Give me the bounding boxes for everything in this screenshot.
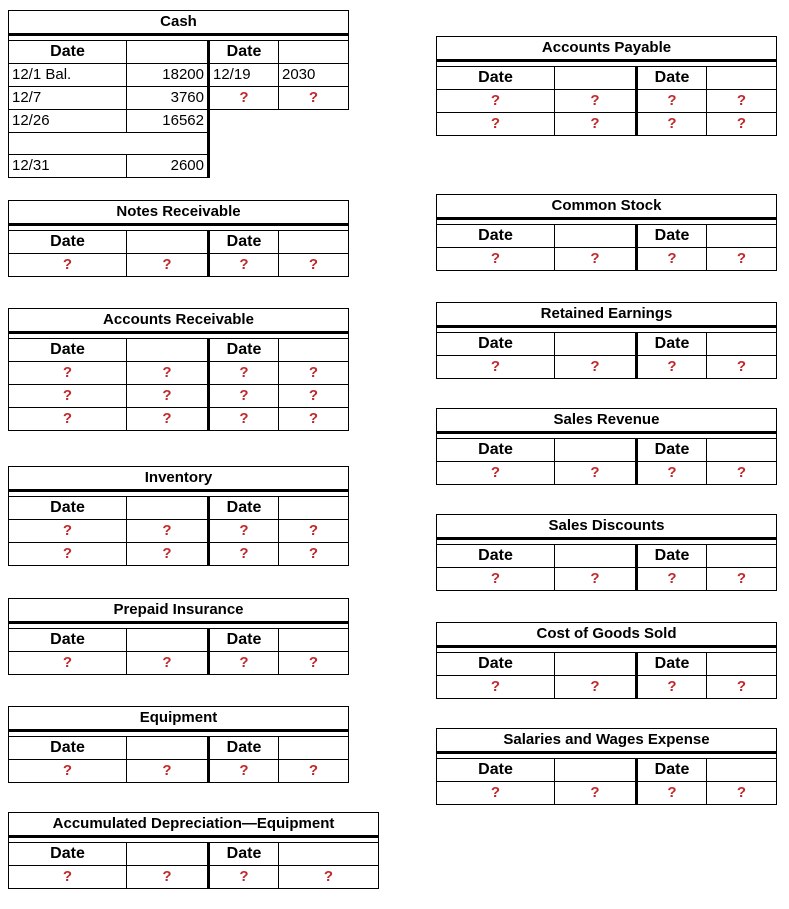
cogs-account	[436, 622, 777, 699]
credit-amount: ?	[279, 362, 349, 385]
credit-amount: ?	[707, 782, 777, 805]
credit-amount: ?	[707, 113, 777, 136]
debit-date-header: Date	[9, 737, 127, 760]
accum-depreciation-account	[8, 812, 379, 889]
debit-amount: ?	[555, 90, 637, 113]
credit-date: ?	[637, 248, 707, 271]
debit-date-header: Date	[437, 333, 555, 356]
debit-date-header: Date	[9, 339, 127, 362]
debit-date: 12/1 Bal.	[9, 64, 127, 87]
salaries-wages-account	[436, 728, 777, 805]
debit-amount: ?	[127, 254, 209, 277]
credit-amount: ?	[279, 652, 349, 675]
credit-amount: ?	[279, 254, 349, 277]
debit-date: ?	[437, 676, 555, 699]
credit-amount: ?	[707, 90, 777, 113]
debit-amount-header	[555, 225, 637, 248]
debit-amount-header	[127, 231, 209, 254]
debit-date: 12/26	[9, 110, 127, 133]
debit-amount-header	[555, 333, 637, 356]
credit-amount: 2030	[279, 64, 349, 87]
debit-amount: ?	[555, 568, 637, 591]
credit-amount-header	[707, 759, 777, 782]
credit-amount: ?	[707, 356, 777, 379]
debit-amount-header	[127, 629, 209, 652]
retained-earnings-account	[436, 302, 777, 379]
credit-amount-header	[707, 67, 777, 90]
debit-date-header: Date	[437, 759, 555, 782]
debit-date: ?	[437, 782, 555, 805]
debit-date: ?	[9, 254, 127, 277]
account-title: Equipment	[9, 707, 349, 731]
debit-amount: ?	[555, 782, 637, 805]
debit-date-header: Date	[9, 629, 127, 652]
debit-amount: ?	[555, 356, 637, 379]
account-title: Salaries and Wages Expense	[437, 729, 777, 753]
credit-amount: ?	[279, 385, 349, 408]
debit-date: ?	[437, 356, 555, 379]
sales-revenue-account	[436, 408, 777, 485]
credit-date: ?	[209, 385, 279, 408]
debit-date: ?	[9, 408, 127, 431]
debit-amount: ?	[555, 462, 637, 485]
sales-discounts-account	[436, 514, 777, 591]
credit-date-header: Date	[209, 339, 279, 362]
debit-date-header: Date	[9, 41, 127, 64]
account-title: Common Stock	[437, 195, 777, 219]
credit-date: ?	[209, 408, 279, 431]
credit-date: ?	[637, 356, 707, 379]
debit-date: ?	[9, 866, 127, 889]
debit-amount-header	[127, 497, 209, 520]
debit-amount: ?	[127, 385, 209, 408]
accounts-receivable-account	[8, 308, 349, 431]
cash-account	[8, 10, 349, 178]
credit-date-header: Date	[209, 843, 279, 866]
credit-date: ?	[209, 760, 279, 783]
credit-date-header: Date	[209, 497, 279, 520]
debit-amount-header	[127, 737, 209, 760]
credit-date-header: Date	[637, 759, 707, 782]
debit-amount: ?	[555, 248, 637, 271]
account-title: Accounts Receivable	[9, 309, 349, 333]
credit-amount: ?	[279, 87, 349, 110]
accounts-payable-account	[436, 36, 777, 136]
credit-amount-header	[279, 629, 349, 652]
debit-amount: ?	[127, 760, 209, 783]
credit-amount: ?	[707, 462, 777, 485]
debit-date: ?	[9, 385, 127, 408]
account-title: Sales Revenue	[437, 409, 777, 433]
debit-amount: ?	[555, 676, 637, 699]
debit-amount: ?	[127, 408, 209, 431]
credit-date: ?	[637, 676, 707, 699]
credit-amount: ?	[279, 520, 349, 543]
credit-date: 12/19	[209, 64, 279, 87]
debit-amount: 18200	[127, 64, 209, 87]
equipment-account	[8, 706, 349, 783]
debit-amount: ?	[555, 113, 637, 136]
debit-amount: 3760	[127, 87, 209, 110]
credit-amount-header	[707, 333, 777, 356]
credit-date: ?	[209, 866, 279, 889]
credit-date: ?	[209, 520, 279, 543]
debit-amount: 16562	[127, 110, 209, 133]
debit-date-header: Date	[9, 231, 127, 254]
debit-date: ?	[437, 248, 555, 271]
credit-date: ?	[637, 90, 707, 113]
account-title: Accounts Payable	[437, 37, 777, 61]
account-title: Inventory	[9, 467, 349, 491]
credit-date-header: Date	[209, 231, 279, 254]
prepaid-insurance-account	[8, 598, 349, 675]
inventory-account	[8, 466, 349, 566]
debit-amount-header	[555, 67, 637, 90]
credit-date-header: Date	[209, 737, 279, 760]
credit-amount: ?	[707, 568, 777, 591]
credit-amount: ?	[707, 248, 777, 271]
credit-date: ?	[637, 113, 707, 136]
debit-amount-header	[127, 843, 209, 866]
debit-date: ?	[9, 362, 127, 385]
credit-date-header: Date	[637, 653, 707, 676]
notes-receivable-account	[8, 200, 349, 277]
credit-date-header: Date	[209, 41, 279, 64]
credit-date: ?	[209, 543, 279, 566]
credit-amount: ?	[707, 676, 777, 699]
credit-amount: ?	[279, 408, 349, 431]
credit-date-header: Date	[209, 629, 279, 652]
account-title: Prepaid Insurance	[9, 599, 349, 623]
credit-amount-header	[707, 653, 777, 676]
debit-amount: ?	[127, 520, 209, 543]
debit-amount-header	[127, 339, 209, 362]
debit-date-header: Date	[437, 67, 555, 90]
credit-amount-header	[279, 339, 349, 362]
credit-amount: ?	[279, 760, 349, 783]
credit-amount: ?	[279, 866, 379, 889]
debit-amount-header	[555, 545, 637, 568]
debit-date-header: Date	[437, 225, 555, 248]
account-title: Cash	[9, 11, 349, 35]
credit-date: ?	[209, 652, 279, 675]
account-title: Notes Receivable	[9, 201, 349, 225]
credit-date: ?	[637, 462, 707, 485]
debit-date: ?	[437, 568, 555, 591]
debit-date: ?	[437, 462, 555, 485]
debit-amount-header	[127, 41, 209, 64]
common-stock-account	[436, 194, 777, 271]
credit-amount-header	[279, 843, 379, 866]
credit-date-header: Date	[637, 225, 707, 248]
debit-amount: ?	[127, 543, 209, 566]
credit-date: ?	[209, 254, 279, 277]
debit-date: ?	[437, 90, 555, 113]
credit-amount-header	[279, 231, 349, 254]
account-title: Retained Earnings	[437, 303, 777, 327]
debit-date-header: Date	[9, 497, 127, 520]
debit-date: ?	[9, 760, 127, 783]
credit-amount-header	[279, 41, 349, 64]
credit-amount-header	[279, 737, 349, 760]
debit-date-header: Date	[9, 843, 127, 866]
account-title: Sales Discounts	[437, 515, 777, 539]
debit-amount: ?	[127, 652, 209, 675]
account-title: Accumulated Depreciation—Equipment	[9, 813, 379, 837]
credit-date: ?	[209, 87, 279, 110]
credit-amount-header	[279, 497, 349, 520]
debit-date: 12/7	[9, 87, 127, 110]
debit-date-header: Date	[437, 653, 555, 676]
credit-amount: ?	[279, 543, 349, 566]
account-title: Cost of Goods Sold	[437, 623, 777, 647]
debit-amount: ?	[127, 362, 209, 385]
credit-amount-header	[707, 545, 777, 568]
credit-amount-header	[707, 225, 777, 248]
credit-date-header: Date	[637, 545, 707, 568]
credit-date: ?	[209, 362, 279, 385]
debit-amount: ?	[127, 866, 209, 889]
credit-date: ?	[637, 782, 707, 805]
debit-amount-header	[555, 439, 637, 462]
debit-date-header: Date	[437, 545, 555, 568]
debit-date: ?	[9, 520, 127, 543]
debit-amount: 2600	[127, 155, 209, 178]
debit-date: ?	[437, 113, 555, 136]
debit-date: 12/31	[9, 155, 127, 178]
credit-date-header: Date	[637, 67, 707, 90]
credit-date-header: Date	[637, 439, 707, 462]
debit-date: ?	[9, 652, 127, 675]
credit-date-header: Date	[637, 333, 707, 356]
debit-date: ?	[9, 543, 127, 566]
debit-amount-header	[555, 653, 637, 676]
credit-amount-header	[707, 439, 777, 462]
credit-date: ?	[637, 568, 707, 591]
debit-date-header: Date	[437, 439, 555, 462]
debit-amount-header	[555, 759, 637, 782]
